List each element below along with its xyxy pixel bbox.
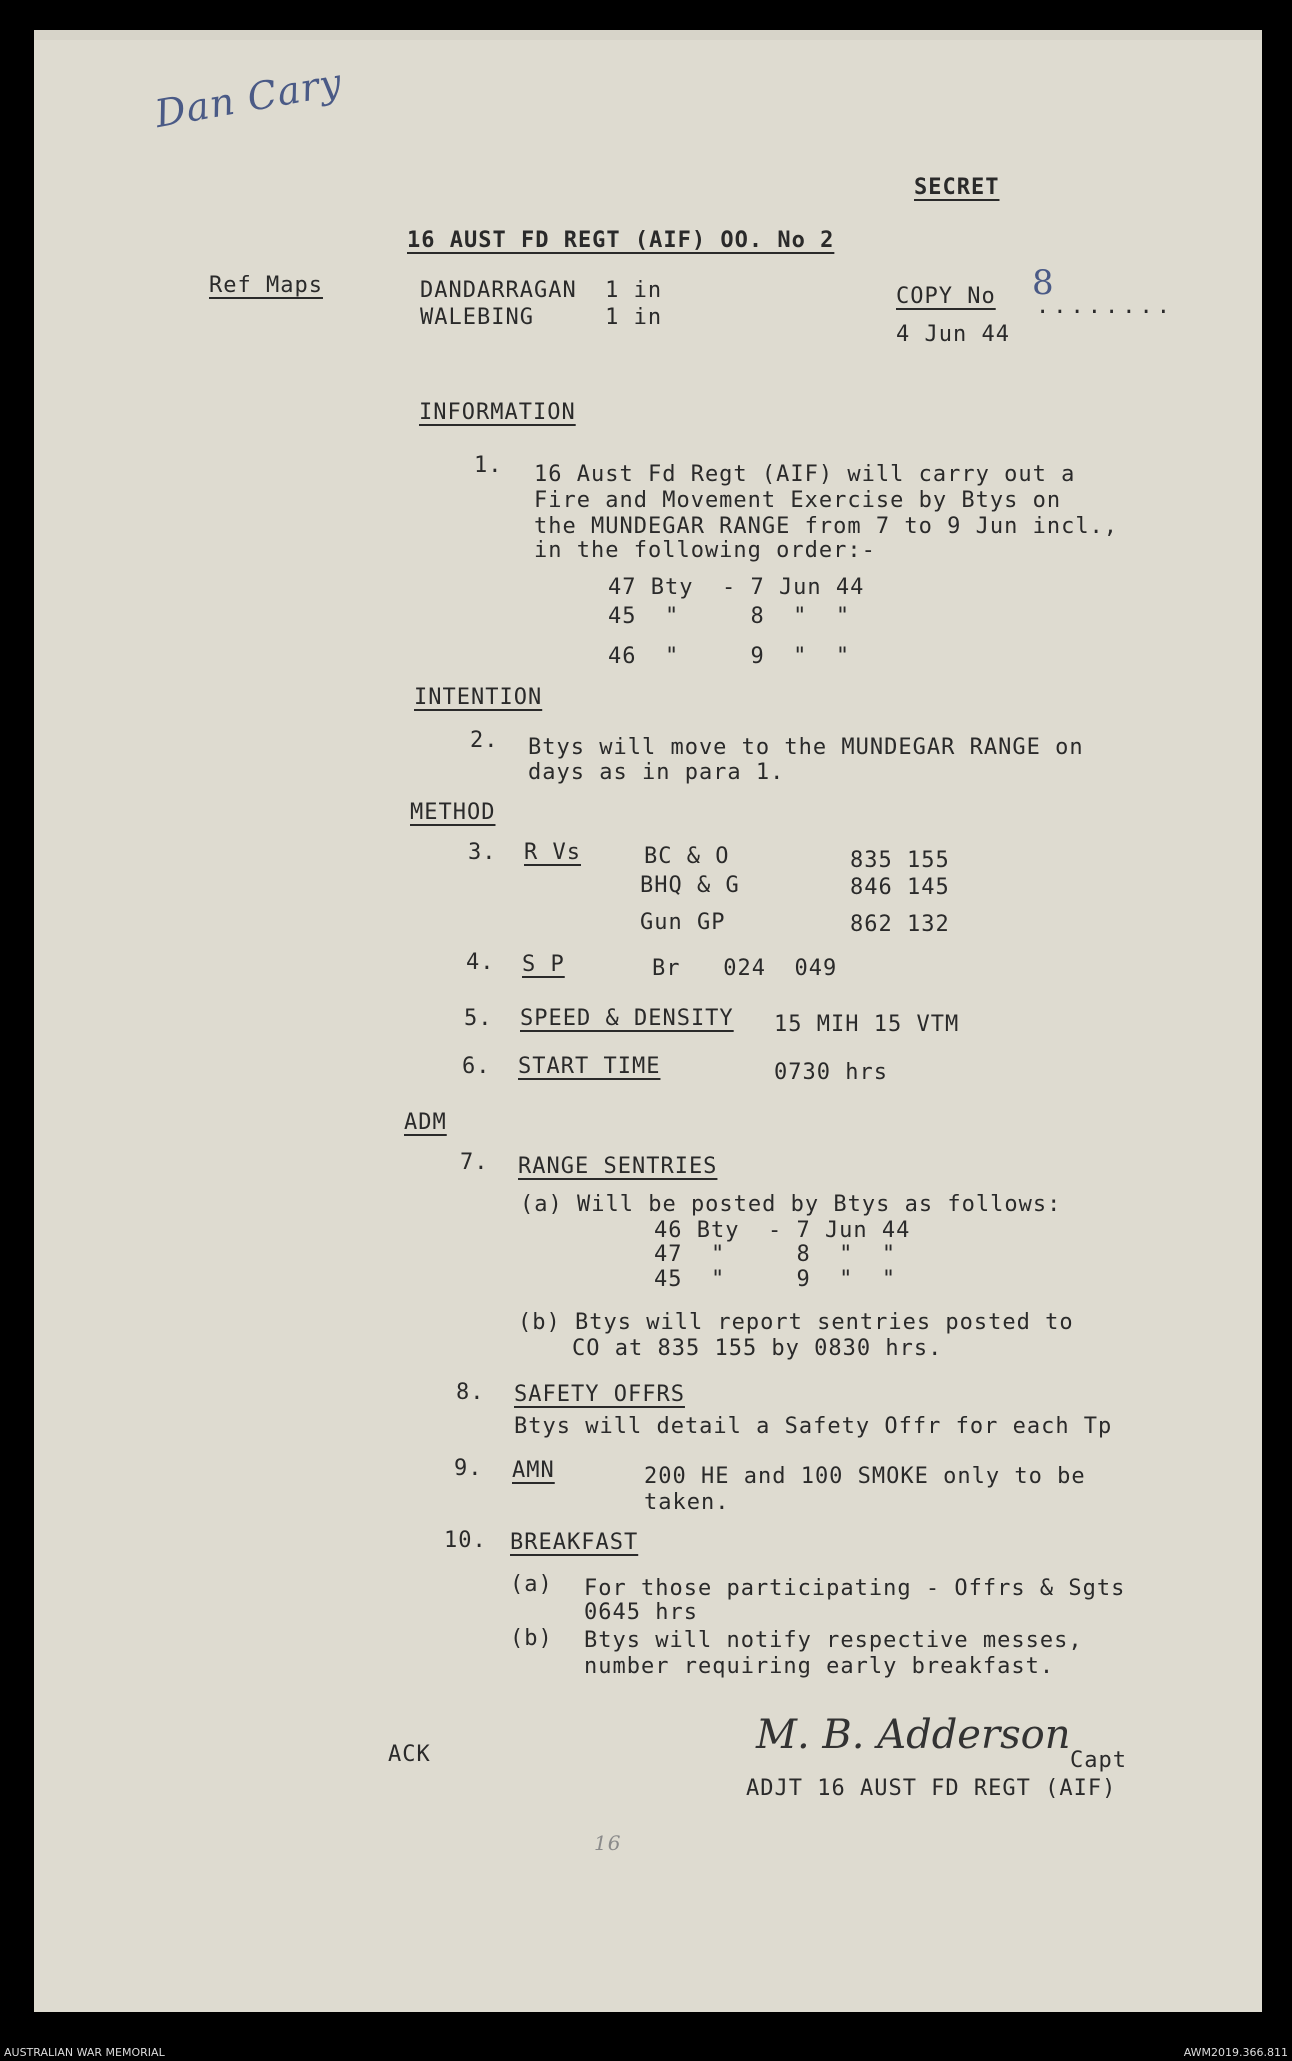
para9-line: taken. — [644, 1490, 730, 1515]
para-number: 5. — [464, 1006, 493, 1031]
para9-line: 200 HE and 100 SMOKE only to be — [644, 1464, 1086, 1489]
signature: M. B. Adderson — [756, 1712, 1071, 1758]
para1-line: Fire and Movement Exercise by Btys on — [534, 488, 1062, 513]
para4-value: Br 024 049 — [652, 956, 838, 981]
para-number: 9. — [454, 1456, 483, 1481]
para-number: 6. — [462, 1054, 491, 1079]
para8-text: Btys will detail a Safety Offr for each Tp — [514, 1414, 1113, 1439]
document-date: 4 Jun 44 — [896, 322, 1010, 347]
para1-line: 16 Aust Fd Regt (AIF) will carry out a — [534, 462, 1076, 487]
schedule-row: 46 Bty - 7 Jun 44 — [654, 1218, 911, 1243]
para10-a-line: 0645 hrs — [584, 1600, 698, 1625]
rv-ref: 862 132 — [850, 912, 950, 937]
classification-label: SECRET — [914, 175, 1000, 200]
para9-heading: AMN — [512, 1458, 555, 1483]
para-number: 8. — [456, 1380, 485, 1405]
rv-ref: 835 155 — [850, 848, 950, 873]
para3-heading: R Vs — [524, 840, 581, 865]
copy-label: COPY No — [896, 284, 996, 309]
para10-b-mark: (b) — [510, 1626, 553, 1651]
rv-ref: 846 145 — [850, 875, 950, 900]
para-number: 2. — [470, 728, 499, 753]
rv-unit: Gun GP — [640, 910, 726, 935]
ref-maps-label: Ref Maps — [209, 273, 323, 298]
copy-dots: ........ — [1036, 294, 1174, 319]
signatory-title: ADJT 16 AUST FD REGT (AIF) — [746, 1776, 1117, 1801]
schedule-row: 47 " 8 " " — [654, 1242, 897, 1267]
para6-heading: START TIME — [518, 1054, 661, 1079]
section-information: INFORMATION — [419, 400, 576, 425]
handwritten-name: Dan Cary — [151, 59, 346, 137]
para-number: 1. — [474, 453, 503, 478]
section-intention: INTENTION — [414, 685, 543, 710]
schedule-row: 45 " 8 " " — [608, 604, 851, 629]
archive-footer-left: AUSTRALIAN WAR MEMORIAL — [4, 2046, 165, 2059]
copy-number: 8 — [1032, 263, 1055, 303]
rv-unit: BC & O — [644, 844, 730, 869]
para10-heading: BREAKFAST — [510, 1530, 639, 1555]
para1-line: the MUNDEGAR RANGE from 7 to 9 Jun incl., — [534, 514, 1119, 539]
rv-unit: BHQ & G — [640, 873, 740, 898]
para7-heading: RANGE SENTRIES — [518, 1154, 718, 1179]
archive-footer-right: AWM2019.366.811 — [1183, 2046, 1288, 2059]
para7-b-line1: (b) Btys will report sentries posted to — [518, 1310, 1074, 1335]
para5-heading: SPEED & DENSITY — [520, 1006, 734, 1031]
para-number: 7. — [460, 1150, 489, 1175]
section-method: METHOD — [410, 800, 496, 825]
para7-a: (a) Will be posted by Btys as follows: — [520, 1192, 1062, 1217]
map-1: DANDARRAGAN 1 in — [420, 278, 663, 303]
pencil-note: 16 — [594, 1831, 622, 1855]
para10-b-line: number requiring early breakfast. — [584, 1654, 1055, 1679]
para10-a-mark: (a) — [510, 1572, 553, 1597]
para-number: 4. — [466, 950, 495, 975]
para8-heading: SAFETY OFFRS — [514, 1382, 685, 1407]
para-number: 3. — [468, 840, 497, 865]
para6-value: 0730 hrs — [774, 1060, 888, 1085]
para10-b-line: Btys will notify respective messes, — [584, 1628, 1083, 1653]
para7-b-line2: CO at 835 155 by 0830 hrs. — [572, 1336, 943, 1361]
schedule-row: 47 Bty - 7 Jun 44 — [608, 575, 865, 600]
document-page — [34, 30, 1262, 2012]
para2-line: Btys will move to the MUNDEGAR RANGE on — [528, 735, 1084, 760]
rank-label: Capt — [1070, 1748, 1127, 1773]
section-adm: ADM — [404, 1110, 447, 1135]
para-number: 10. — [444, 1528, 487, 1553]
document-title: 16 AUST FD REGT (AIF) OO. No 2 — [407, 228, 835, 253]
para1-line: in the following order:- — [534, 538, 876, 563]
para5-value: 15 MIH 15 VTM — [774, 1012, 960, 1037]
paper-edge-shadow — [34, 30, 1262, 40]
para4-heading: S P — [522, 952, 565, 977]
schedule-row: 46 " 9 " " — [608, 644, 851, 669]
para10-a-line: For those participating - Offrs & Sgts — [584, 1576, 1126, 1601]
map-2: WALEBING 1 in — [420, 305, 663, 330]
ack-label: ACK — [388, 1742, 431, 1767]
para2-line: days as in para 1. — [528, 760, 785, 785]
schedule-row: 45 " 9 " " — [654, 1267, 897, 1292]
